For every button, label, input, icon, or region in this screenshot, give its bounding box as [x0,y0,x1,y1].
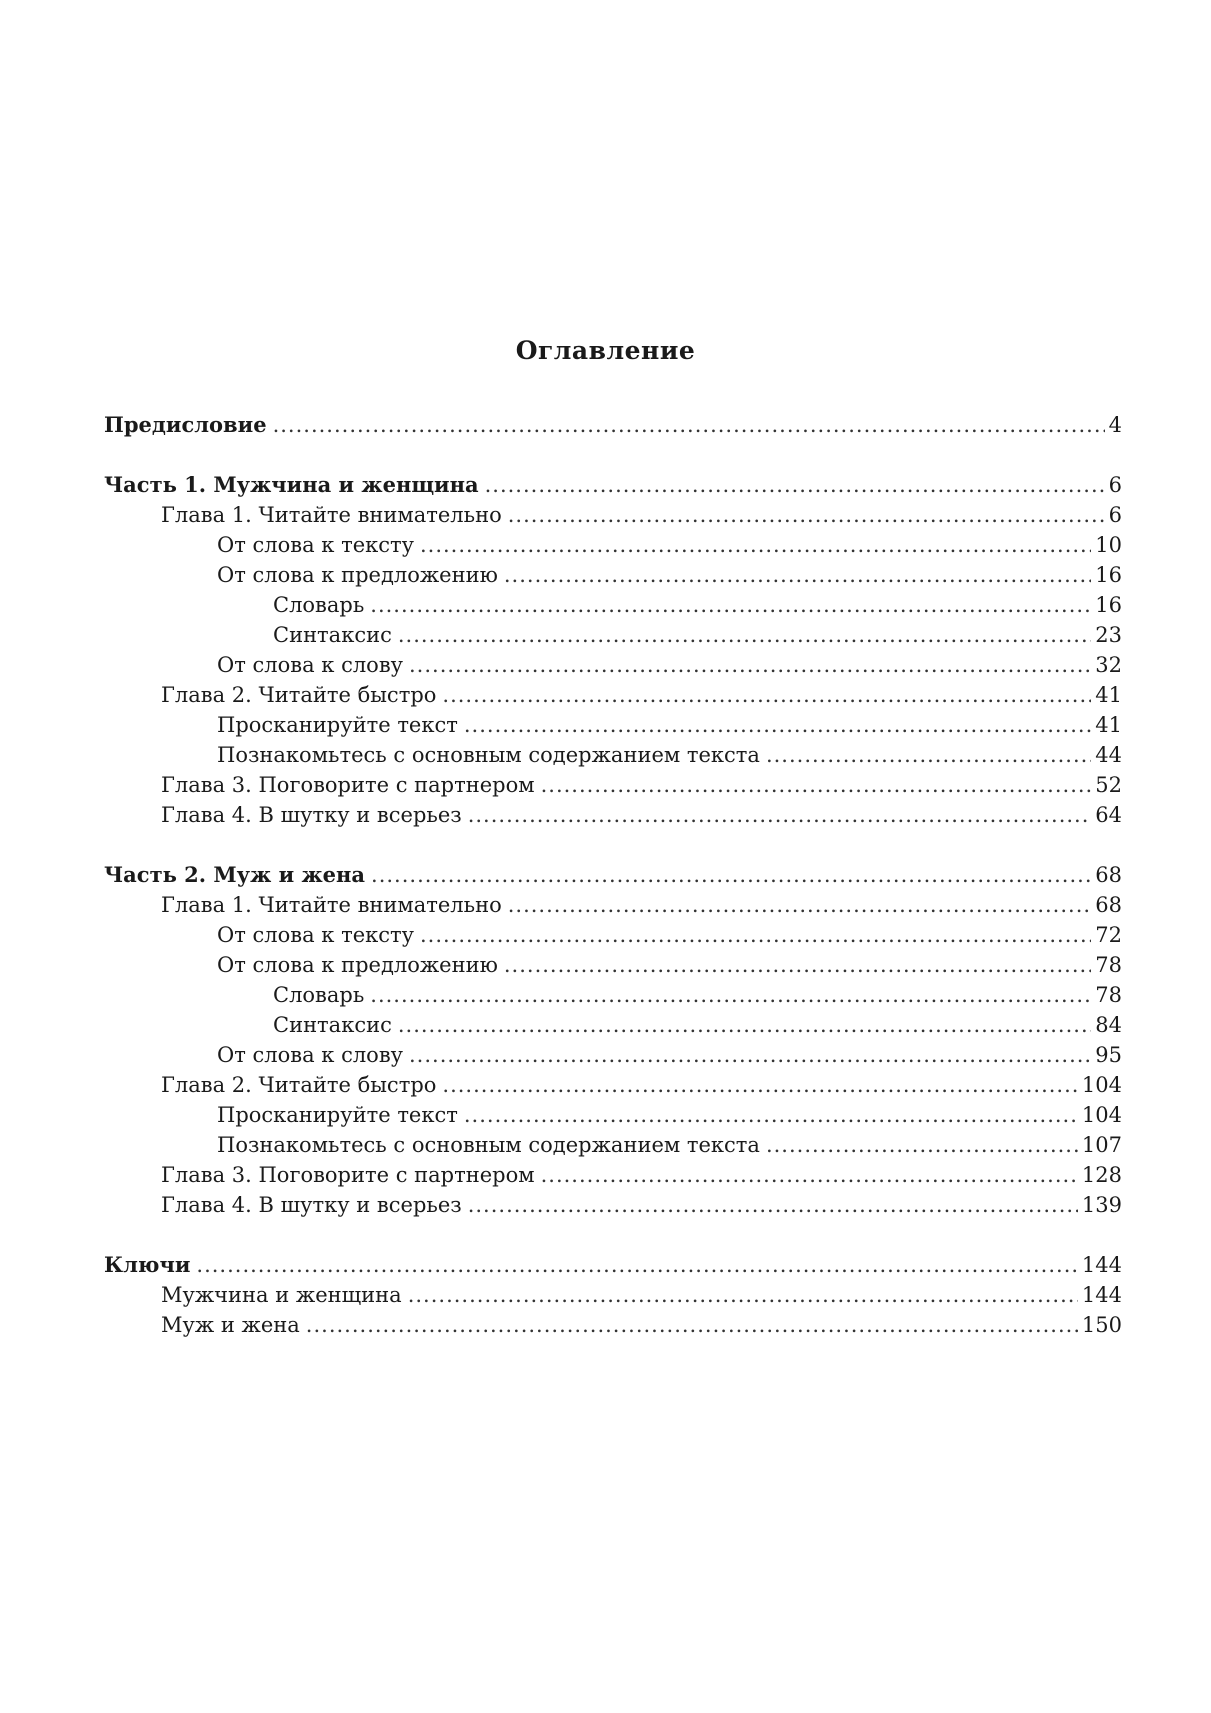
toc-entry[interactable] [104,470,1122,500]
toc-entry[interactable] [104,1070,1122,1100]
toc-entry-label: Часть 1. Мужчина и женщина [104,472,479,497]
toc-entry[interactable] [104,530,1122,560]
toc-entry-page-number: 10 [1095,533,1122,557]
dot-leader [464,710,1091,740]
toc-entry-label: От слова к предложению [217,953,498,977]
dot-leader [398,620,1091,650]
dot-leader [504,950,1091,980]
toc-entry-label: От слова к слову [217,1043,403,1067]
toc-entry-label: От слова к предложению [217,563,498,587]
dot-leader [371,860,1091,890]
toc-entry[interactable] [104,1280,1122,1310]
toc-entry-page-number: 72 [1095,923,1122,947]
toc-entry[interactable] [104,950,1122,980]
toc-entry-page-number: 139 [1081,1193,1122,1217]
toc-entry-page-number: 95 [1095,1043,1122,1067]
dot-leader [420,920,1091,950]
toc-entry[interactable] [104,1130,1122,1160]
toc-entry-label: Глава 3. Поговорите с партнером [161,773,535,797]
toc-entry-label: Ключи [104,1252,191,1277]
toc-entry[interactable] [104,1190,1122,1220]
toc-entry-page-number: 41 [1095,713,1122,737]
dot-leader [485,470,1105,500]
toc-entry-label: От слова к тексту [217,923,414,947]
toc-entry-page-number: 64 [1095,803,1122,827]
toc-entry[interactable] [104,1310,1122,1340]
toc-entry-page-number: 6 [1108,503,1122,527]
toc-entry-label: Глава 2. Читайте быстро [161,1073,437,1097]
toc-entry-label: Просканируйте текст [217,713,458,737]
dot-leader [766,1130,1078,1160]
toc-entry-label: Мужчина и женщина [161,1283,402,1307]
toc-entry-label: Глава 1. Читайте внимательно [161,893,502,917]
dot-leader [442,680,1091,710]
dot-leader [370,590,1091,620]
dot-leader [468,800,1092,830]
toc-entry-label: Глава 4. В шутку и всерьез [161,1193,462,1217]
dot-leader [541,1160,1078,1190]
dot-leader [370,980,1091,1010]
toc-entry-page-number: 6 [1108,473,1122,497]
toc-entry-page-number: 128 [1081,1163,1122,1187]
toc-entry-label: Глава 4. В шутку и всерьез [161,803,462,827]
toc-entry-page-number: 16 [1095,593,1122,617]
dot-leader [464,1100,1078,1130]
toc-entry-label: Муж и жена [161,1313,300,1337]
toc-entry-label: Познакомьтесь с основным содержанием текста [217,1133,760,1157]
dot-leader [504,560,1091,590]
toc-entry[interactable] [104,770,1122,800]
toc-entry-label: От слова к тексту [217,533,414,557]
toc-entry-label: Словарь [273,983,365,1007]
toc-entry[interactable] [104,1160,1122,1190]
toc-entry[interactable] [104,620,1122,650]
dot-leader [306,1310,1078,1340]
dot-leader [766,740,1091,770]
toc-entry-page-number: 16 [1095,563,1122,587]
toc-entry-label: Словарь [273,593,365,617]
toc-entry-page-number: 23 [1095,623,1122,647]
dot-leader [468,1190,1078,1220]
toc-entry[interactable] [104,1040,1122,1070]
toc-entry[interactable] [104,680,1122,710]
toc-entry[interactable] [104,1010,1122,1040]
dot-leader [508,890,1092,920]
toc-entry[interactable] [104,1100,1122,1130]
toc-entry-page-number: 32 [1095,653,1122,677]
toc-entry-label: Синтаксис [273,623,392,647]
toc-entry-page-number: 78 [1095,983,1122,1007]
toc-entry-page-number: 68 [1095,863,1122,887]
toc-entry[interactable] [104,800,1122,830]
toc-entry-label: От слова к слову [217,653,403,677]
toc-entry[interactable] [104,710,1122,740]
toc-entry-label: Познакомьтесь с основным содержанием текста [217,743,760,767]
toc-entry[interactable] [104,500,1122,530]
dot-leader [508,500,1105,530]
toc-entry-page-number: 150 [1081,1313,1122,1337]
toc-entry[interactable] [104,650,1122,680]
dot-leader [420,530,1091,560]
toc-entry-page-number: 68 [1095,893,1122,917]
toc-entry-label: Просканируйте текст [217,1103,458,1127]
toc-entry-label: Часть 2. Муж и жена [104,862,366,887]
toc-entry-label: Глава 2. Читайте быстро [161,683,437,707]
toc-entry-label: Глава 1. Читайте внимательно [161,503,502,527]
page-title: Оглавление [515,336,696,365]
toc-entry-label: Предисловие [104,412,267,437]
toc-entry-page-number: 107 [1081,1133,1122,1157]
toc-entry-page-number: 144 [1081,1253,1122,1277]
dot-leader [409,650,1091,680]
toc-entry-page-number: 52 [1095,773,1122,797]
toc-entry-page-number: 104 [1081,1103,1122,1127]
toc-entry-page-number: 84 [1095,1013,1122,1037]
toc-entry-page-number: 104 [1081,1073,1122,1097]
toc-entry[interactable] [104,590,1122,620]
dot-leader [398,1010,1091,1040]
toc-entry[interactable] [104,1250,1122,1280]
dot-leader [273,410,1105,440]
toc-entry-page-number: 41 [1095,683,1122,707]
toc-entry-page-number: 4 [1108,413,1122,437]
toc-entry[interactable] [104,890,1122,920]
toc-entry-label: Синтаксис [273,1013,392,1037]
dot-leader [442,1070,1078,1100]
table-of-contents [104,410,1122,1340]
toc-entry-page-number: 144 [1081,1283,1122,1307]
toc-entry-label: Глава 3. Поговорите с партнером [161,1163,535,1187]
dot-leader [541,770,1092,800]
dot-leader [409,1040,1091,1070]
toc-entry[interactable] [104,920,1122,950]
toc-entry[interactable] [104,740,1122,770]
dot-leader [408,1280,1078,1310]
toc-entry[interactable] [104,860,1122,890]
toc-entry[interactable] [104,560,1122,590]
toc-entry-page-number: 78 [1095,953,1122,977]
dot-leader [196,1250,1078,1280]
toc-entry[interactable] [104,410,1122,440]
toc-entry-page-number: 44 [1095,743,1122,767]
toc-entry[interactable] [104,980,1122,1010]
